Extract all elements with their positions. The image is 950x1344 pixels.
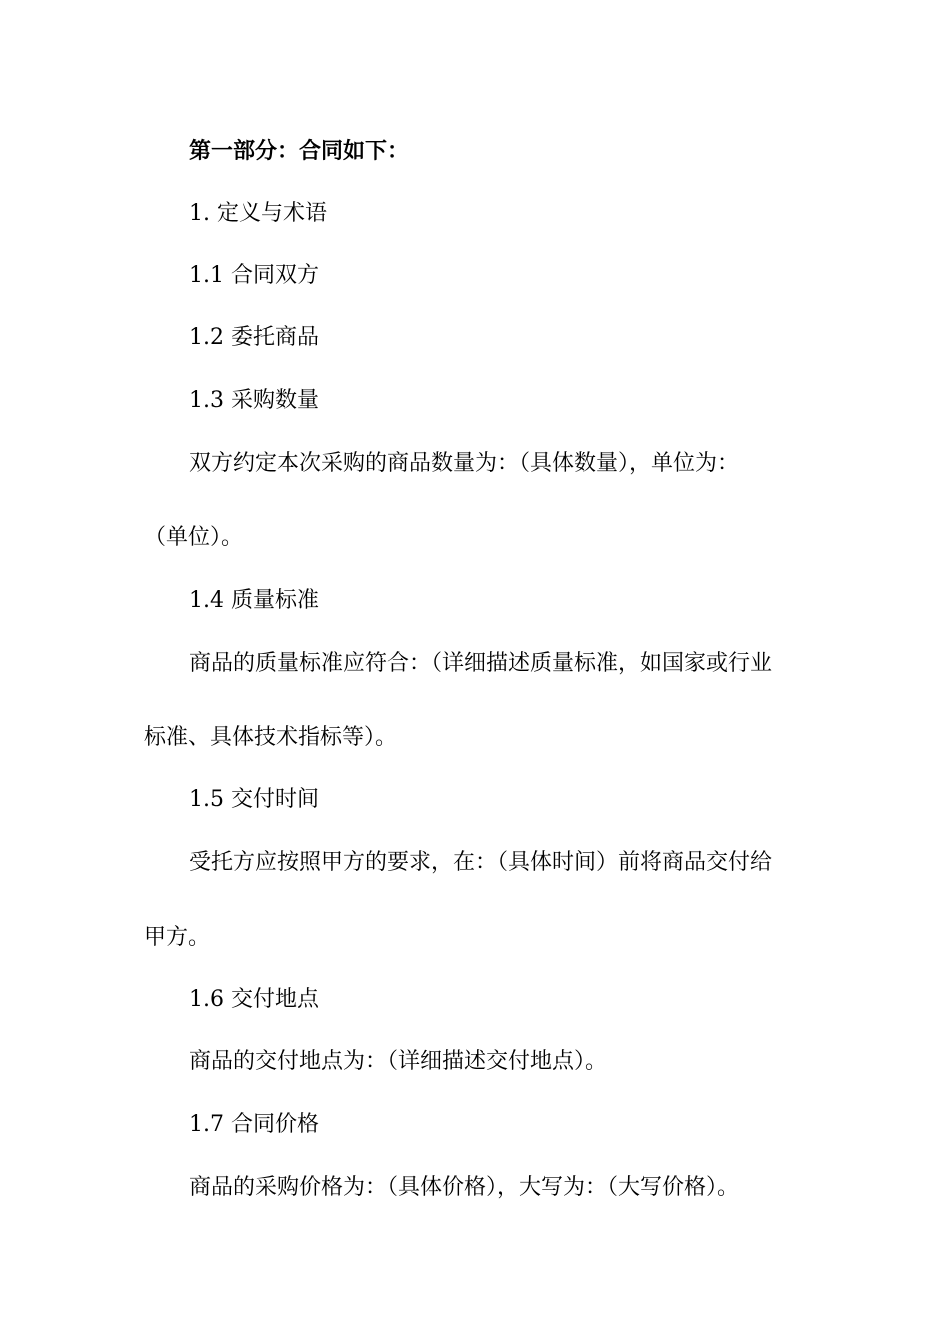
section-heading-delivery-time: 1.5 交付时间 (189, 787, 319, 812)
part-title: 第一部分：合同如下： (189, 139, 410, 164)
section-heading-goods: 1.2 委托商品 (189, 325, 319, 350)
paragraph-quality-line-2: 标准、具体技术指标等）。 (144, 725, 398, 750)
section-heading-price: 1.7 合同价格 (189, 1112, 319, 1137)
section-heading-quality: 1.4 质量标准 (189, 588, 319, 613)
paragraph-quantity-line-1: 双方约定本次采购的商品数量为：（具体数量），单位为： (189, 451, 740, 476)
paragraph-delivery-time-line-1: 受托方应按照甲方的要求，在：（具体时间）前将商品交付给 (189, 850, 773, 875)
section-heading-delivery-place: 1.6 交付地点 (189, 987, 319, 1012)
paragraph-quantity-line-2: （单位）。 (144, 525, 244, 550)
paragraph-quality-line-1: 商品的质量标准应符合：（详细描述质量标准，如国家或行业 (189, 651, 773, 676)
paragraph-price: 商品的采购价格为：（具体价格），大写为：（大写价格）。 (189, 1175, 740, 1200)
section-heading-quantity: 1.3 采购数量 (189, 388, 319, 413)
section-heading-definitions: 1. 定义与术语 (189, 201, 327, 226)
paragraph-delivery-time-line-2: 甲方。 (144, 925, 211, 950)
paragraph-delivery-place: 商品的交付地点为：（详细描述交付地点）。 (189, 1049, 608, 1074)
section-heading-parties: 1.1 合同双方 (189, 263, 319, 288)
